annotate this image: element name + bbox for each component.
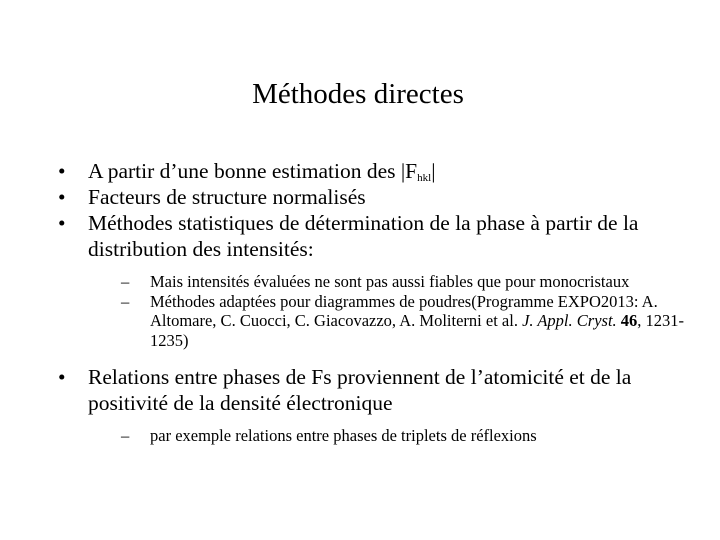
sub-bullet-item-poudres bbox=[121, 292, 698, 351]
bullet-icon: • bbox=[58, 159, 66, 183]
dash-icon: – bbox=[121, 426, 130, 445]
bullet-text-pre: A partir d’une bonne estimation des |F bbox=[88, 159, 418, 183]
bullet-text-subscript: hkl bbox=[417, 172, 432, 184]
sub-bullet-text-post: , 1231-1235) bbox=[150, 311, 685, 350]
dash-icon: – bbox=[121, 272, 130, 291]
bullet-item-facteurs bbox=[58, 184, 698, 210]
sub-bullet-list bbox=[88, 272, 698, 350]
bullet-text: Méthodes statistiques de détermination de la phase à partir de la distribution des intensités: bbox=[88, 211, 639, 261]
sub-bullet-text: Mais intensités évaluées ne sont pas aussi fiables que pour monocristaux bbox=[150, 272, 630, 291]
bullet-list bbox=[58, 158, 698, 446]
sub-bullet-list bbox=[88, 426, 698, 446]
journal-volume: 46 bbox=[620, 311, 638, 330]
bullet-text: Relations entre phases de Fs proviennent de l’atomicité et de la positivité de la densité électronique bbox=[88, 365, 632, 415]
bullet-text: Facteurs de structure normalisés bbox=[88, 185, 366, 209]
bullet-icon: • bbox=[58, 211, 66, 235]
bullet-icon: • bbox=[58, 365, 66, 389]
sub-bullet-text: par exemple relations entre phases de triplets de réflexions bbox=[150, 426, 537, 445]
bullet-text-post: | bbox=[431, 159, 436, 183]
sub-bullet-item-triplets bbox=[121, 426, 698, 446]
bullet-icon: • bbox=[58, 185, 66, 209]
journal-name: J. Appl. Cryst. bbox=[522, 311, 617, 330]
sub-bullet-item-intensites bbox=[121, 272, 698, 292]
bullet-item-estimation bbox=[58, 158, 698, 184]
dash-icon: – bbox=[121, 291, 130, 311]
bullet-item-relations bbox=[58, 364, 698, 446]
bullet-item-methodes-statistiques bbox=[58, 210, 698, 350]
slide-title: Méthodes directes bbox=[252, 78, 464, 110]
sub-bullet-text-pre: Méthodes adaptées pour diagrammes de poudres(Programme EXPO2013: A. Altomare, C. Cuocci, C. Giacovazzo, A. Moliterni et al. bbox=[150, 291, 658, 330]
